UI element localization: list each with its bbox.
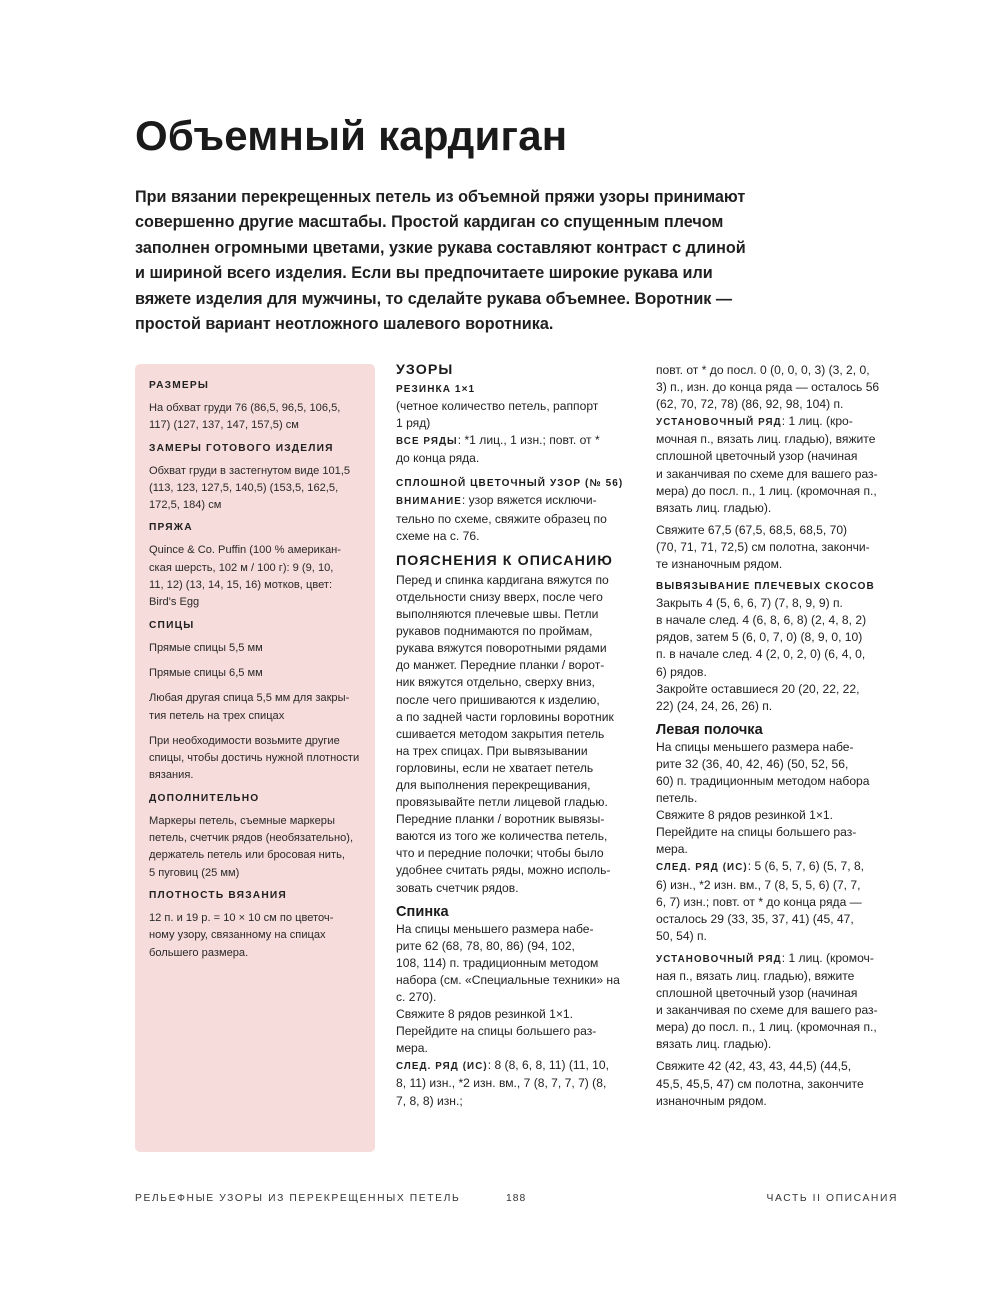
text-line: на трех спицах. При вывязывании [396, 743, 588, 758]
text-line: ному узору, связанному на спицах [149, 929, 326, 942]
rib-text [396, 398, 636, 432]
text-line: мера) до посл. п., 1 лиц. (кромочная п., [656, 1020, 877, 1035]
text-line: осталось 29 (33, 35, 37, 41) (45, 47, [656, 911, 854, 926]
text-line: (четное количество петель, раппорт [396, 399, 599, 414]
text-line: вязания. [149, 769, 194, 782]
all-rows-label: ВСЕ РЯДЫ [396, 436, 458, 448]
text-line: 5 пуговиц (25 мм) [149, 866, 240, 879]
text-line: 11, 12) (13, 14, 15, 16) мотков, цвет: [149, 579, 333, 592]
text-line: 108, 114) п. традиционным методом [396, 955, 599, 970]
text-line: что и передние полочки; чтобы было [396, 846, 604, 861]
text-line: вяжете изделия для мужчины, то сделайте рукава объемнее. Воротник — [135, 289, 733, 308]
all-rows-rest [396, 450, 636, 467]
attention-first: : узор вяжется исключи- [461, 493, 597, 508]
text-line: горловины, если не хватает петель [396, 760, 594, 775]
text-line: 50, 54) п. [656, 928, 707, 943]
text-line: сплошной цветочный узор (начиная [656, 449, 858, 464]
text-line: Прямые спицы 6,5 мм [149, 666, 263, 679]
text-line: набора (см. «Специальные техники» на [396, 972, 620, 987]
floral-heading: СПЛОШНОЙ ЦВЕТОЧНЫЙ УЗОР (№ 56) [396, 478, 624, 490]
text-line: На спицы меньшего размера набе- [656, 739, 854, 754]
extras-section [149, 793, 361, 882]
shoulder-heading: ВЫВЯЗЫВАНИЕ ПЛЕЧЕВЫХ СКОСОВ [656, 581, 875, 593]
text-line: Свяжите 8 рядов резинкой 1×1. [656, 808, 834, 823]
running-footer-title: РЕЛЬЕФНЫЕ УЗОРЫ ИЗ ПЕРЕКРЕЩЕННЫХ ПЕТЕЛЬ [135, 1193, 461, 1204]
text-line: (62, 70, 72, 78) (86, 92, 98, 104) п. [656, 397, 844, 412]
text-line: вязать лиц. гладью). [656, 1037, 772, 1052]
yarn-section [149, 522, 361, 611]
sizes-heading: РАЗМЕРЫ [149, 380, 210, 391]
next-row-text [396, 1057, 636, 1109]
sizes-text [149, 400, 361, 435]
yarn-heading: ПРЯЖА [149, 522, 193, 534]
next-row-rest [396, 1075, 636, 1109]
back-text-1 [396, 921, 636, 1006]
extras-text [149, 813, 361, 882]
text-line: Quince & Co. Puffin (100 % американ- [149, 544, 341, 557]
setup-row-text [656, 413, 901, 517]
instructions-column-2 [656, 362, 901, 1110]
text-line: Обхват груди в застегнутом виде 101,5 [149, 464, 351, 477]
text-line: те изнаночным рядом. [656, 557, 783, 572]
text-line: Свяжите 8 рядов резинкой 1×1. [396, 1007, 574, 1022]
text-line: спицы, чтобы достичь нужной плотности [149, 752, 360, 765]
rib-heading: РЕЗИНКА 1×1 [396, 384, 476, 396]
text-line: 22) (24, 24, 26, 26) п. [656, 698, 773, 713]
setup-row-label: УСТАНОВОЧНЫЙ РЯД [656, 417, 782, 429]
measurements-heading: ЗАМЕРЫ ГОТОВОГО ИЗДЕЛИЯ [149, 442, 334, 454]
text-line: а по задней части горловины воротник [396, 709, 614, 724]
text-line: мера) до посл. п., 1 лиц. (кромочная п., [656, 483, 877, 498]
text-line: (113, 123, 127,5, 140,5) (153,5, 162,5, [149, 481, 339, 494]
text-line: Bird's Egg [149, 596, 200, 609]
text-line: 12 п. и 19 р. = 10 × 10 см по цветоч- [149, 911, 334, 924]
text-line: 60) п. традиционным методом набора [656, 773, 870, 788]
left-next-row-text [656, 858, 901, 944]
left-front-text-1 [656, 739, 901, 807]
left-setup-row-text [656, 950, 901, 1054]
text-line: Маркеры петель, съемные маркеры [149, 814, 335, 827]
measurements-text [149, 463, 361, 515]
text-line: 1 ряд) [396, 416, 431, 431]
text-line: тия петель на трех спицах [149, 709, 285, 722]
text-line: зовать счетчик рядов. [396, 880, 519, 895]
text-line: ник вяжутся отдельно, сверху вниз, [396, 675, 595, 690]
needles-heading: СПИЦЫ [149, 619, 195, 631]
text-line: удобнее считать ряды, можно исполь- [396, 863, 611, 878]
text-line: 3) п., изн. до конца ряда — осталось 56 [656, 380, 880, 395]
text-line: Свяжите 67,5 (67,5, 68,5, 68,5, 70) [656, 522, 848, 537]
all-rows-first: : *1 лиц., 1 изн.; повт. от * [457, 433, 600, 448]
text-line: ная п., вязать лиц. гладью), вяжите [656, 969, 855, 983]
left-next-row-rest [656, 877, 901, 945]
text-line: после чего пришиваются к изделию, [396, 692, 600, 707]
notes-heading: ПОЯСНЕНИЯ К ОПИСАНИЮ [396, 552, 614, 569]
text-line: вязать лиц. гладью). [656, 500, 772, 515]
text-line: в начале след. 4 (6, 8, 6, 8) (2, 4, 8, 2) [656, 613, 867, 628]
text-line: провязывайте петли лицевой гладью. [396, 795, 608, 810]
text-line: 6) рядов. [656, 664, 707, 679]
text-line: рядов, затем 5 (6, 0, 7, 0) (8, 9, 0, 10) [656, 630, 863, 645]
gauge-heading: ПЛОТНОСТЬ ВЯЗАНИЯ [149, 889, 287, 901]
text-line: заполнен огромными цветами, узкие рукава составляют контраст с длиной [135, 238, 746, 257]
gauge-text [149, 910, 361, 962]
back-text-3 [396, 1023, 636, 1057]
text-line: рукава вяжутся поворотными рядами [396, 641, 607, 656]
continuation-text [656, 362, 901, 413]
text-line: сплошной цветочный узор (начиная [656, 986, 858, 1001]
text-line: схеме на с. 76. [396, 528, 480, 543]
needles-text-3 [149, 690, 361, 725]
running-footer-section: ЧАСТЬ II ОПИСАНИЯ [766, 1193, 898, 1204]
next-row-first: : 8 (8, 6, 8, 11) (11, 10, [487, 1058, 609, 1073]
text-line: Передние планки / воротник вывязы- [396, 812, 605, 827]
left-front-text-2 [656, 807, 901, 824]
left-setup-row-first: : 1 лиц. (кромоч- [781, 950, 874, 965]
extras-heading: ДОПОЛНИТЕЛЬНО [149, 792, 260, 804]
text-line: На обхват груди 76 (86,5, 96,5, 106,5, [149, 402, 341, 414]
text-line: рите 32 (36, 40, 42, 46) (50, 52, 56, [656, 756, 849, 771]
attention-rest [396, 511, 636, 545]
text-line: Закройте оставшиеся 20 (20, 22, 22, [656, 681, 860, 696]
left-next-row-first: : 5 (6, 5, 7, 6) (5, 7, 8, [747, 859, 865, 874]
shoulder-text [656, 595, 901, 680]
text-line: 6, 7) изн.; повт. от * до конца ряда — [656, 894, 862, 909]
specs-sidebar [135, 364, 375, 1152]
text-line: рукавов поднимаются по проймам, [396, 624, 593, 639]
text-line: и заканчивая по схеме для вашего раз- [656, 466, 878, 481]
text-line: с. 270). [396, 990, 437, 1004]
text-line: (70, 71, 71, 72,5) см полотна, закончи- [656, 539, 870, 554]
left-knit-length-text [656, 1058, 901, 1109]
text-line: рите 62 (68, 78, 80, 86) (94, 102, [396, 938, 575, 953]
back-heading: Спинка [396, 903, 449, 920]
gauge-section [149, 890, 361, 962]
text-line: Прямые спицы 5,5 мм [149, 641, 263, 654]
text-line: На спицы меньшего размера набе- [396, 921, 594, 936]
back-text-2 [396, 1006, 636, 1023]
text-line: сшивается методом закрытия петель [396, 726, 605, 741]
bindoff-text [656, 681, 901, 715]
all-rows-text [396, 432, 636, 467]
text-line: мера. [656, 842, 688, 857]
text-line: до конца ряда. [396, 451, 480, 466]
sizes-section [149, 380, 361, 435]
needles-text-4 [149, 733, 361, 785]
text-line: мера. [396, 1041, 428, 1056]
left-setup-row-rest [656, 968, 901, 1053]
needles-text-1 [149, 640, 361, 657]
left-front-text-3 [656, 824, 901, 858]
text-line: 117) (127, 137, 147, 157,5) см [149, 419, 299, 432]
setup-row-first: : 1 лиц. (кро- [781, 414, 853, 429]
text-line: ская шерсть, 102 м / 100 г): 9 (9, 10, [149, 561, 334, 574]
page-number: 188 [506, 1193, 527, 1204]
setup-row-rest [656, 431, 901, 516]
yarn-text [149, 542, 361, 611]
text-line: для выполнения перекрещивания, [396, 777, 591, 792]
text-line: Перед и спинка кардигана вяжутся по [396, 572, 609, 587]
text-line: 8, 11) изн., *2 изн. вм., 7 (8, 7, 7, 7) (8, [396, 1076, 607, 1091]
text-line: Перейдите на спицы большего раз- [396, 1024, 597, 1039]
instructions-column-1 [396, 362, 636, 1110]
text-line: При вязании перекрещенных петель из объемной пряжи узоры принимают [135, 188, 746, 206]
left-front-heading: Левая полочка [656, 721, 763, 738]
needles-section [149, 620, 361, 785]
text-line: простой вариант неотложного шалевого воротника. [135, 315, 554, 334]
text-line: большего размера. [149, 946, 249, 959]
text-line: петель, счетчик рядов (необязательно), [149, 832, 354, 845]
text-line: повт. от * до посл. 0 (0, 0, 0, 3) (3, 2, 0, [656, 363, 870, 377]
text-line: п. в начале след. 4 (2, 0, 2, 0) (6, 4, 0, [656, 647, 866, 662]
text-line: выполняются плечевые швы. Петли [396, 607, 599, 622]
text-line: 6) изн., *2 изн. вм., 7 (8, 5, 5, 6) (7, 7, [656, 877, 861, 892]
text-line: и шириной всего изделия. Если вы предпочитаете широкие рукава или [135, 264, 713, 283]
notes-text [396, 572, 636, 897]
text-line: мочная п., вязать лиц. гладью), вяжите [656, 432, 876, 447]
text-line: ваются из того же количества петель, [396, 829, 608, 844]
text-line: тельно по схеме, свяжите образец по [396, 511, 607, 526]
attention-label: ВНИМАНИЕ [396, 496, 462, 508]
text-line: и заканчивая по схеме для вашего раз- [656, 1003, 878, 1018]
text-line: держатель петель или бросовая нить, [149, 849, 345, 862]
measurements-section [149, 443, 361, 515]
next-row-label: СЛЕД. РЯД (ИС) [396, 1061, 488, 1073]
text-line: При необходимости возьмите другие [149, 734, 340, 747]
text-line: Свяжите 42 (42, 43, 43, 44,5) (44,5, [656, 1059, 852, 1074]
text-line: Закрыть 4 (5, 6, 6, 7) (7, 8, 9, 9) п. [656, 596, 843, 611]
needles-text-2 [149, 665, 361, 682]
text-line: отдельности снизу вверх, после чего [396, 589, 603, 604]
attention-text [396, 492, 636, 544]
left-next-row-label: СЛЕД. РЯД (ИС) [656, 862, 748, 874]
text-line: изнаночным рядом. [656, 1093, 767, 1108]
text-line: совершенно другие масштабы. Простой кардиган со спущенным плечом [135, 213, 724, 232]
knit-length-text [656, 522, 901, 573]
text-line: до манжет. Передние планки / ворот- [396, 658, 605, 673]
text-line: Любая другая спица 5,5 мм для закры- [149, 692, 350, 705]
left-setup-row-label: УСТАНОВОЧНЫЙ РЯД [656, 953, 782, 965]
intro-paragraph [135, 185, 755, 337]
text-line: 45,5, 45,5, 47) см полотна, закончите [656, 1076, 864, 1091]
patterns-heading: УЗОРЫ [396, 362, 454, 378]
text-line: 7, 8, 8) изн.; [396, 1093, 463, 1108]
text-line: 172,5, 184) см [149, 499, 222, 512]
text-line: петель. [656, 791, 698, 806]
page-title: Объемный кардиган [135, 112, 568, 159]
text-line: Перейдите на спицы большего раз- [656, 825, 857, 840]
